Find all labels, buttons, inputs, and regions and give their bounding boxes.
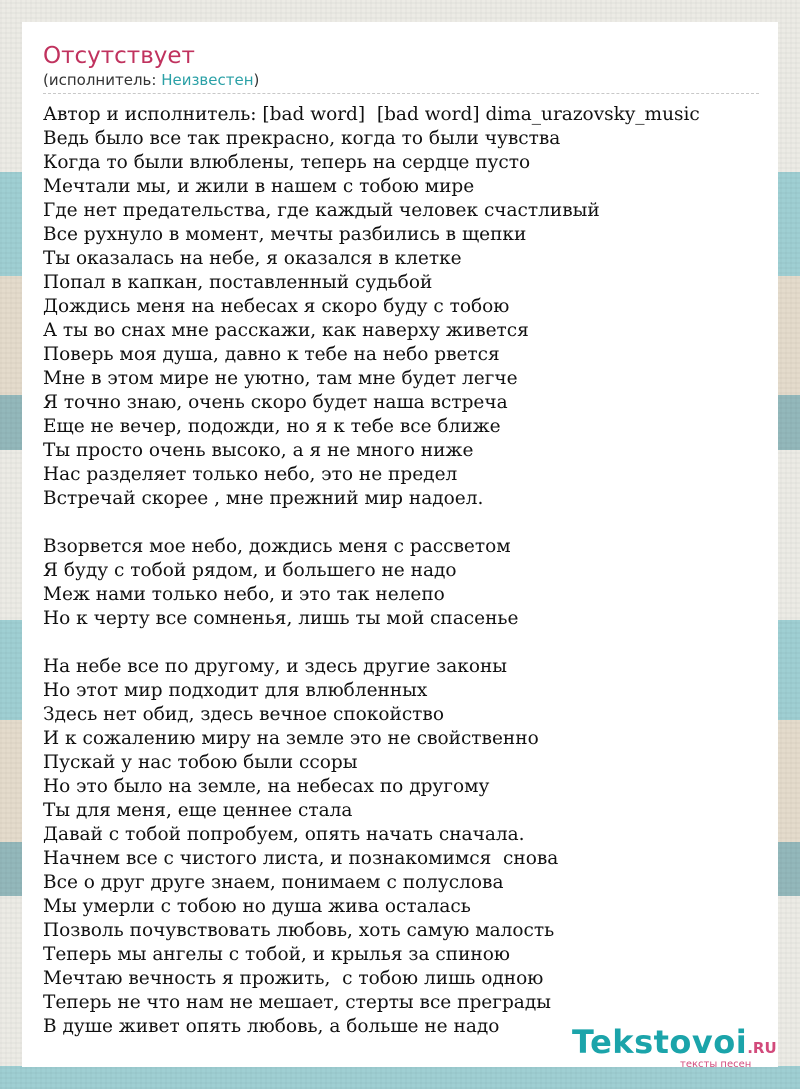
lyric-line: Но к черту все сомненья, лишь ты мой спасенье [43, 608, 519, 629]
artist-link[interactable]: Неизвестен [161, 71, 254, 89]
lyric-line: Здесь нет обид, здесь вечное спокойство [43, 704, 444, 725]
lyric-line: Автор и исполнитель: [bad word] [bad word] dima_urazovsky_music [43, 104, 700, 125]
lyric-line: Поверь моя душа, давно к тебе на небо рвется [43, 344, 500, 365]
lyric-line: Теперь не что нам не мешает, стерты все преграды [43, 992, 551, 1013]
artist-line [43, 70, 759, 94]
lyric-line: В душе живет опять любовь, а больше не надо [43, 1016, 500, 1037]
lyric-line: Когда то были влюблены, теперь на сердце пусто [43, 152, 531, 173]
lyric-line: Дождись меня на небесах я скоро буду с тобою [43, 296, 510, 317]
lyric-line: Но это было на земле, на небесах по другому [43, 776, 490, 797]
lyric-line: Я буду с тобой рядом, и большего не надо [43, 560, 457, 581]
lyric-line: На небе все по другому, и здесь другие законы [43, 656, 508, 677]
lyric-line: Я точно знаю, очень скоро будет наша встреча [43, 392, 508, 413]
lyric-line: Взорвется мое небо, дождись меня с рассветом [43, 536, 511, 557]
lyric-line: Но этот мир подходит для влюбленных [43, 680, 428, 701]
song-title: Отсутствует [43, 43, 195, 69]
lyric-line: Нас разделяет только небо, это не предел [43, 464, 458, 485]
lyric-line: Давай с тобой попробуем, опять начать сначала. [43, 824, 525, 845]
lyrics-card [22, 22, 778, 1067]
lyric-line: Все рухнуло в момент, мечты разбились в щепки [43, 224, 527, 245]
lyric-line: Ведь было все так прекрасно, когда то были чувства [43, 128, 561, 149]
lyric-line: Мечтали мы, и жили в нашем с тобою мире [43, 176, 475, 197]
lyric-line: Позволь почувствовать любовь, хоть самую малость [43, 920, 555, 941]
lyric-line: Теперь мы ангелы с тобой, и крылья за спиною [43, 944, 511, 965]
lyric-line: Мы умерли с тобою но душа жива осталась [43, 896, 471, 917]
lyrics-text [43, 103, 778, 1039]
lyric-line: И к сожалению миру на земле это не свойственно [43, 728, 539, 749]
lyric-line: Еще не вечер, подожди, но я к тебе все ближе [43, 416, 501, 437]
logo-name: Tekstovoi [572, 1023, 748, 1061]
site-logo[interactable] [572, 1025, 777, 1075]
lyric-line: Мечтаю вечность я прожить, с тобою лишь одною [43, 968, 544, 989]
lyric-line: Начнем все с чистого листа, и познакомимся снова [43, 848, 559, 869]
lyric-line: Ты оказалась на небе, я оказался в клетке [43, 248, 462, 269]
lyric-line: Пускай у нас тобою были ссоры [43, 752, 358, 773]
artist-suffix: ) [253, 71, 260, 89]
logo-tagline: тексты песен [680, 1059, 752, 1070]
lyric-line: Где нет предательства, где каждый человек счастливый [43, 200, 600, 221]
lyric-line: Мне в этом мире не уютно, там мне будет легче [43, 368, 518, 389]
lyric-line [43, 511, 778, 535]
lyric-line: Все о друг друге знаем, понимаем с полуслова [43, 872, 504, 893]
lyric-line: Встречай скорее , мне прежний мир надоел. [43, 488, 484, 509]
lyric-line [43, 631, 778, 655]
lyric-line: Меж нами только небо, и это так нелепо [43, 584, 445, 605]
artist-prefix: (исполнитель: [43, 71, 162, 89]
lyric-line: Попал в капкан, поставленный судьбой [43, 272, 433, 293]
lyric-line: Ты для меня, еще ценнее стала [43, 800, 353, 821]
lyric-line: А ты во снах мне расскажи, как наверху живется [43, 320, 529, 341]
lyric-line: Ты просто очень высоко, а я не много ниже [43, 440, 474, 461]
logo-tld: .RU [747, 1039, 777, 1057]
